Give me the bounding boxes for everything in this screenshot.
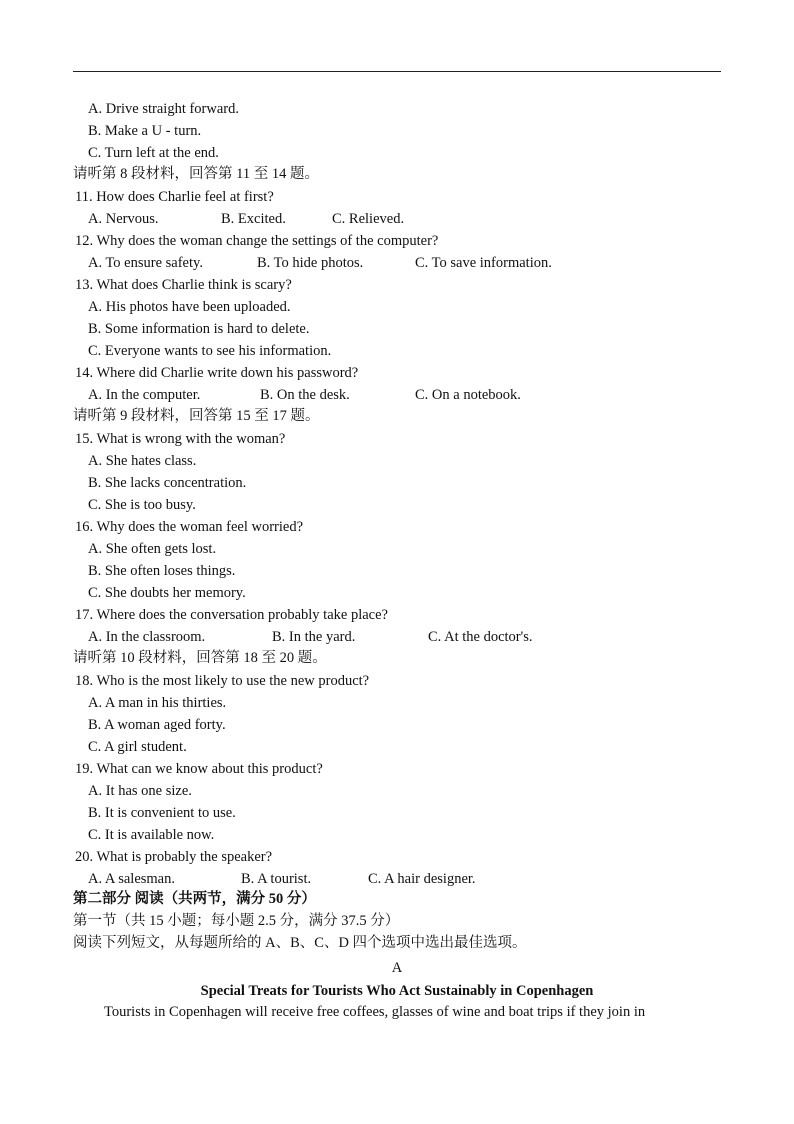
question-15: 15. What is wrong with the woman? bbox=[75, 431, 286, 447]
option-13b[interactable]: B. Some information is hard to delete. bbox=[88, 321, 310, 337]
option-15c[interactable]: C. She is too busy. bbox=[88, 497, 196, 513]
option-14c[interactable]: C. On a notebook. bbox=[415, 387, 521, 403]
option-16b[interactable]: B. She often loses things. bbox=[88, 563, 236, 579]
option-17b[interactable]: B. In the yard. bbox=[272, 629, 356, 645]
question-13: 13. What does Charlie think is scary? bbox=[75, 277, 292, 293]
option-11b[interactable]: B. Excited. bbox=[221, 211, 286, 227]
option-18c[interactable]: C. A girl student. bbox=[88, 739, 187, 755]
option-11a[interactable]: A. Nervous. bbox=[88, 211, 159, 227]
passage-title: Special Treats for Tourists Who Act Sustainably in Copenhagen bbox=[200, 983, 594, 999]
question-17: 17. Where does the conversation probably take place? bbox=[75, 607, 388, 623]
option-17a[interactable]: A. In the classroom. bbox=[88, 629, 206, 645]
option-13a[interactable]: A. His photos have been uploaded. bbox=[88, 299, 291, 315]
option-14b[interactable]: B. On the desk. bbox=[260, 387, 350, 403]
option-12c[interactable]: C. To save information. bbox=[415, 255, 552, 271]
passage-letter: A bbox=[391, 960, 403, 976]
option-15b[interactable]: B. She lacks concentration. bbox=[88, 475, 247, 491]
question-20: 20. What is probably the speaker? bbox=[75, 849, 273, 865]
question-11: 11. How does Charlie feel at first? bbox=[75, 189, 274, 205]
option-11c[interactable]: C. Relieved. bbox=[332, 211, 405, 227]
reading-instruction: 阅读下列短文，从每题所给的 A、B、C、D 四个选项中选出最佳选项。 bbox=[73, 935, 527, 951]
option-19c[interactable]: C. It is available now. bbox=[88, 827, 215, 843]
question-18: 18. Who is the most likely to use the new product? bbox=[75, 673, 370, 689]
section-10-instruction: 请听第 10 段材料，回答第 18 至 20 题。 bbox=[73, 650, 327, 666]
section-1-heading: 第一节（共 15 小题；每小题 2.5 分，满分 37.5 分） bbox=[73, 913, 400, 929]
option-19a[interactable]: A. It has one size. bbox=[88, 783, 192, 799]
section-8-instruction: 请听第 8 段材料，回答第 11 至 14 题。 bbox=[73, 166, 319, 182]
option-14a[interactable]: A. In the computer. bbox=[88, 387, 201, 403]
option-20c[interactable]: C. A hair designer. bbox=[368, 871, 476, 887]
option-16a[interactable]: A. She often gets lost. bbox=[88, 541, 217, 557]
option-20b[interactable]: B. A tourist. bbox=[241, 871, 312, 887]
section-9-instruction: 请听第 9 段材料，回答第 15 至 17 题。 bbox=[73, 408, 320, 424]
question-12: 12. Why does the woman change the settings of the computer? bbox=[75, 233, 439, 249]
option-19b[interactable]: B. It is convenient to use. bbox=[88, 805, 236, 821]
option-15a[interactable]: A. She hates class. bbox=[88, 453, 197, 469]
option-12b[interactable]: B. To hide photos. bbox=[257, 255, 364, 271]
part-2-heading: 第二部分 阅读（共两节，满分 50 分） bbox=[73, 891, 316, 907]
option-18a[interactable]: A. A man in his thirties. bbox=[88, 695, 227, 711]
option-18b[interactable]: B. A woman aged forty. bbox=[88, 717, 226, 733]
option-10b[interactable]: B. Make a U - turn. bbox=[88, 123, 202, 139]
option-16c[interactable]: C. She doubts her memory. bbox=[88, 585, 246, 601]
passage-paragraph: Tourists in Copenhagen will receive free coffees, glasses of wine and boat trips if they join in bbox=[104, 1004, 646, 1020]
option-13c[interactable]: C. Everyone wants to see his information. bbox=[88, 343, 332, 359]
question-19: 19. What can we know about this product? bbox=[75, 761, 323, 777]
option-20a[interactable]: A. A salesman. bbox=[88, 871, 175, 887]
option-10c[interactable]: C. Turn left at the end. bbox=[88, 145, 219, 161]
option-12a[interactable]: A. To ensure safety. bbox=[88, 255, 203, 271]
question-16: 16. Why does the woman feel worried? bbox=[75, 519, 304, 535]
question-14: 14. Where did Charlie write down his password? bbox=[75, 365, 359, 381]
header-rule bbox=[73, 71, 721, 72]
option-10a[interactable]: A. Drive straight forward. bbox=[88, 101, 239, 117]
option-17c[interactable]: C. At the doctor's. bbox=[428, 629, 533, 645]
